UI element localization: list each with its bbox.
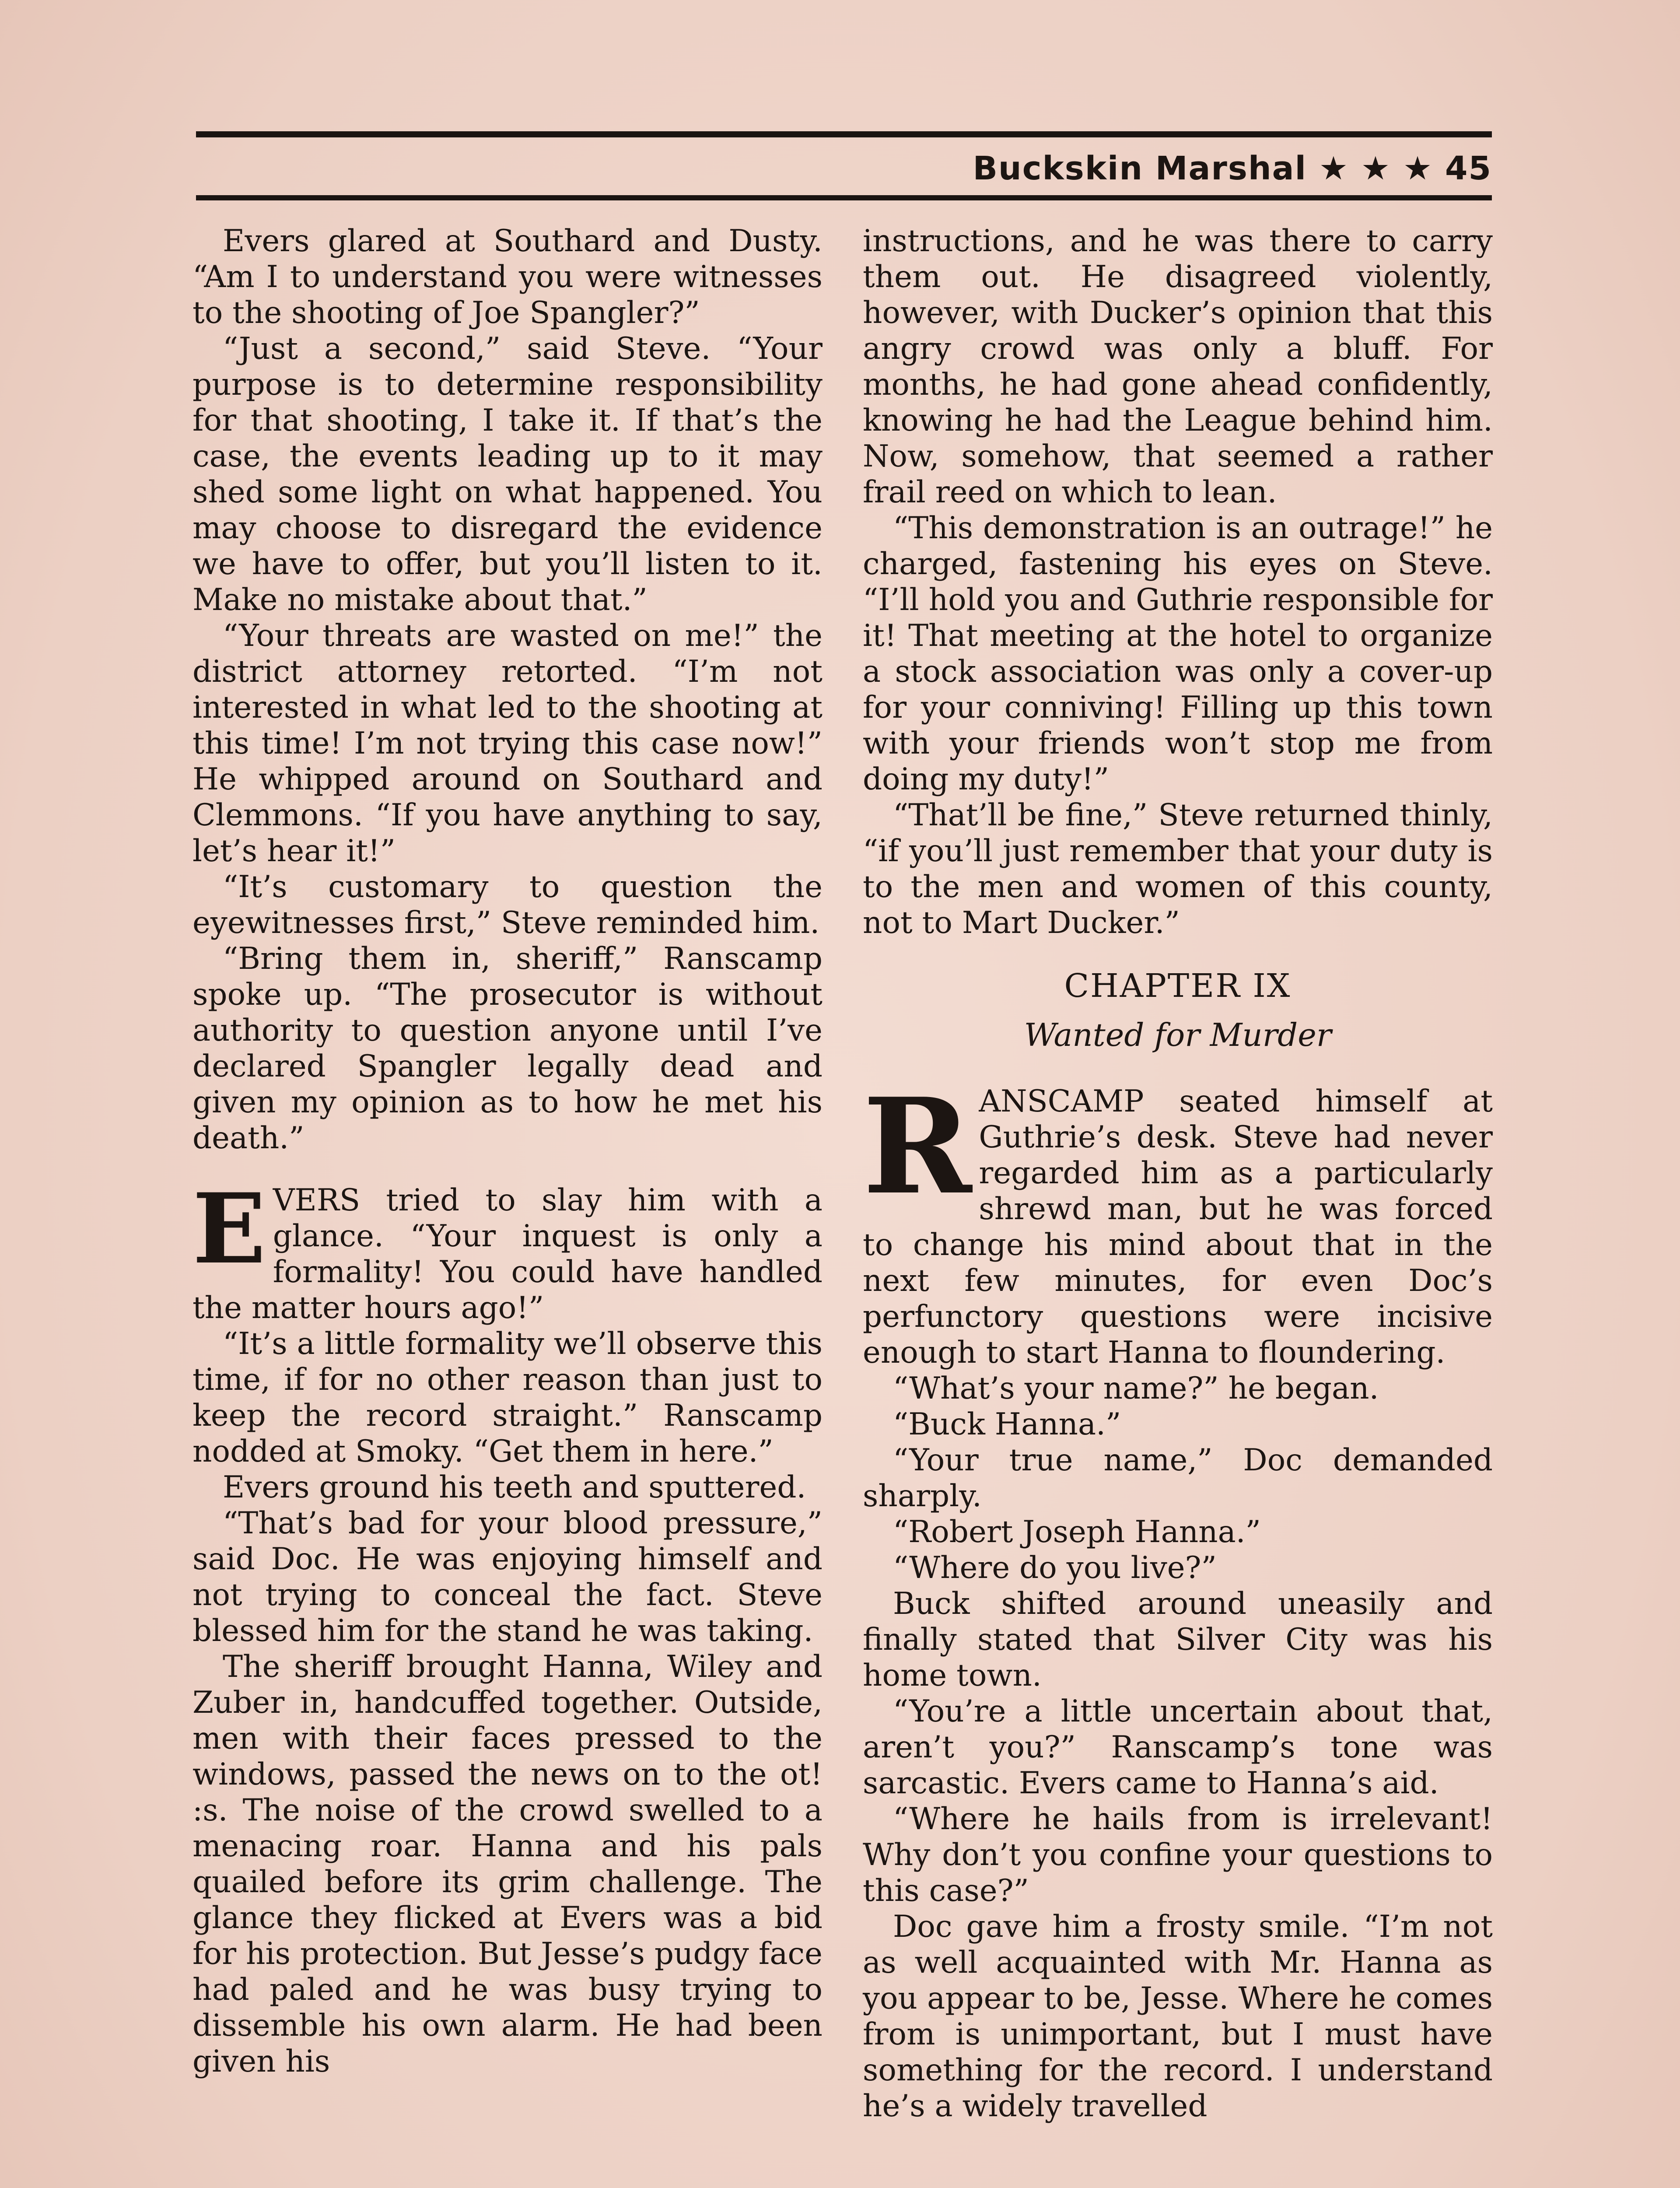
- paragraph: “That’ll be fine,” Steve returned thinly, “if you’ll just remember that your duty is to the men and women of this county, not to Mart Ducker.”: [863, 798, 1493, 940]
- drop-cap-e: E: [192, 1172, 266, 1285]
- right-column: [863, 223, 1493, 2124]
- header-rule-top: [196, 131, 1492, 137]
- paragraph: “Just a second,” said Steve. “Your purpose is to determine responsibility for that shooting, I take it. If that’s the case, the events leading up to it may shed some light on what happened. You may choose to disregard the evidence we have to offer, but you’ll listen to it. Make no mistake about that.”: [192, 331, 822, 617]
- paragraph: “Robert Joseph Hanna.”: [893, 1515, 1261, 1550]
- paragraph: Evers glared at Southard and Dusty. “Am I to understand you were witnesses to the shooting of Joe Spangler?”: [192, 224, 822, 330]
- paragraph: “This demonstration is an outrage!” he charged, fastening his eyes on Steve. “I’ll hold you and Guthrie responsible for it! That meeting at the hotel to organize a stock association was only a cover-up for your conniving! Filling up this town with your friends won’t stop me from doing my duty!”: [863, 511, 1493, 797]
- dropcap-paragraph: [863, 1069, 1493, 1371]
- paragraph: “Your true name,” Doc demanded sharply.: [863, 1443, 1493, 1514]
- running-header: Buckskin Marshal ★ ★ ★ 45: [973, 150, 1492, 187]
- paragraph: “Your threats are wasted on me!” the district attorney retorted. “I’m not interested in what led to the shooting at this time! I’m not trying this case now!” He whipped around on Southard and Clemmons. “If you have anything to say, let’s hear it!”: [192, 618, 822, 869]
- header-rule-bottom: [196, 195, 1492, 200]
- paragraph: “It’s a little formality we’ll observe this time, if for no other reason than just to keep the record straight.” Ranscamp nodded at Smoky. “Get them in here.”: [192, 1326, 822, 1469]
- paragraph: “Buck Hanna.”: [893, 1407, 1121, 1442]
- chapter-heading: CHAPTER IX: [1064, 967, 1292, 1005]
- paragraph: “Where do you live?”: [893, 1550, 1217, 1585]
- chapter-title: Wanted for Murder: [1024, 1017, 1332, 1053]
- paragraph: instructions, and he was there to carry them out. He disagreed violently, however, with Ducker’s opinion that this angry crowd was only a bluff. For months, he had gone ahead confidently, knowing he had the League behind him. Now, somehow, that seemed a rather frail reed on which to lean.: [863, 224, 1493, 510]
- paragraph: “It’s customary to question the eyewitnesses first,” Steve reminded him.: [192, 870, 822, 940]
- paragraph: “Bring them in, sheriff,” Ranscamp spoke up. “The prosecutor is without authority to question anyone until I’ve declared Spangler legally dead and given my opinion as to how he met his death.”: [192, 941, 822, 1156]
- dropcap-paragraph: [192, 1172, 822, 1326]
- drop-cap-r: R: [863, 1069, 972, 1224]
- paragraph: Buck shifted around uneasily and finally stated that Silver City was his home town.: [863, 1586, 1493, 1693]
- paragraph-text: VERS tried to slay him with a glance. “Your inquest is only a formality! You could have handled the matter hours ago!”: [192, 1183, 822, 1325]
- paragraph: “You’re a little uncertain about that, aren’t you?” Ranscamp’s tone was sarcastic. Evers came to Hanna’s aid.: [863, 1694, 1493, 1801]
- paragraph-text: ANSCAMP seated himself at Guthrie’s desk. Steve had never regarded him as a particularly shrewd man, but he was forced to change his mind about that in the next few minutes, for even Doc’s perfunctory questions were incisive enough to start Hanna to floundering.: [863, 1084, 1493, 1370]
- paragraph: “That’s bad for your blood pressure,” said Doc. He was enjoying himself and not trying to conceal the fact. Steve blessed him for the stand he was taking.: [192, 1506, 822, 1648]
- paragraph: The sheriff brought Hanna, Wiley and Zuber in, handcuffed together. Outside, men with their faces pressed to the windows, passed the news on to the ot! :s. The noise of the crowd swelled to a menacing roar. Hanna and his pals quailed before its grim challenge. The glance they flicked at Evers was a bid for his protection. But Jesse’s pudgy face had paled and he was busy trying to dissemble his own alarm. He had been given his: [192, 1649, 822, 2079]
- paragraph: Evers ground his teeth and sputtered.: [223, 1470, 806, 1505]
- paragraph: Doc gave him a frosty smile. “I’m not as well acquainted with Mr. Hanna as you appear to be, Jesse. Where he comes from is unimportant, but I must have something for the record. I understand he’s a widely travelled: [863, 1909, 1493, 2124]
- paragraph: “Where he hails from is irrelevant! Why don’t you confine your questions to this case?”: [863, 1802, 1493, 1908]
- left-column: [192, 223, 822, 2079]
- paragraph: “What’s your name?” he began.: [893, 1371, 1379, 1406]
